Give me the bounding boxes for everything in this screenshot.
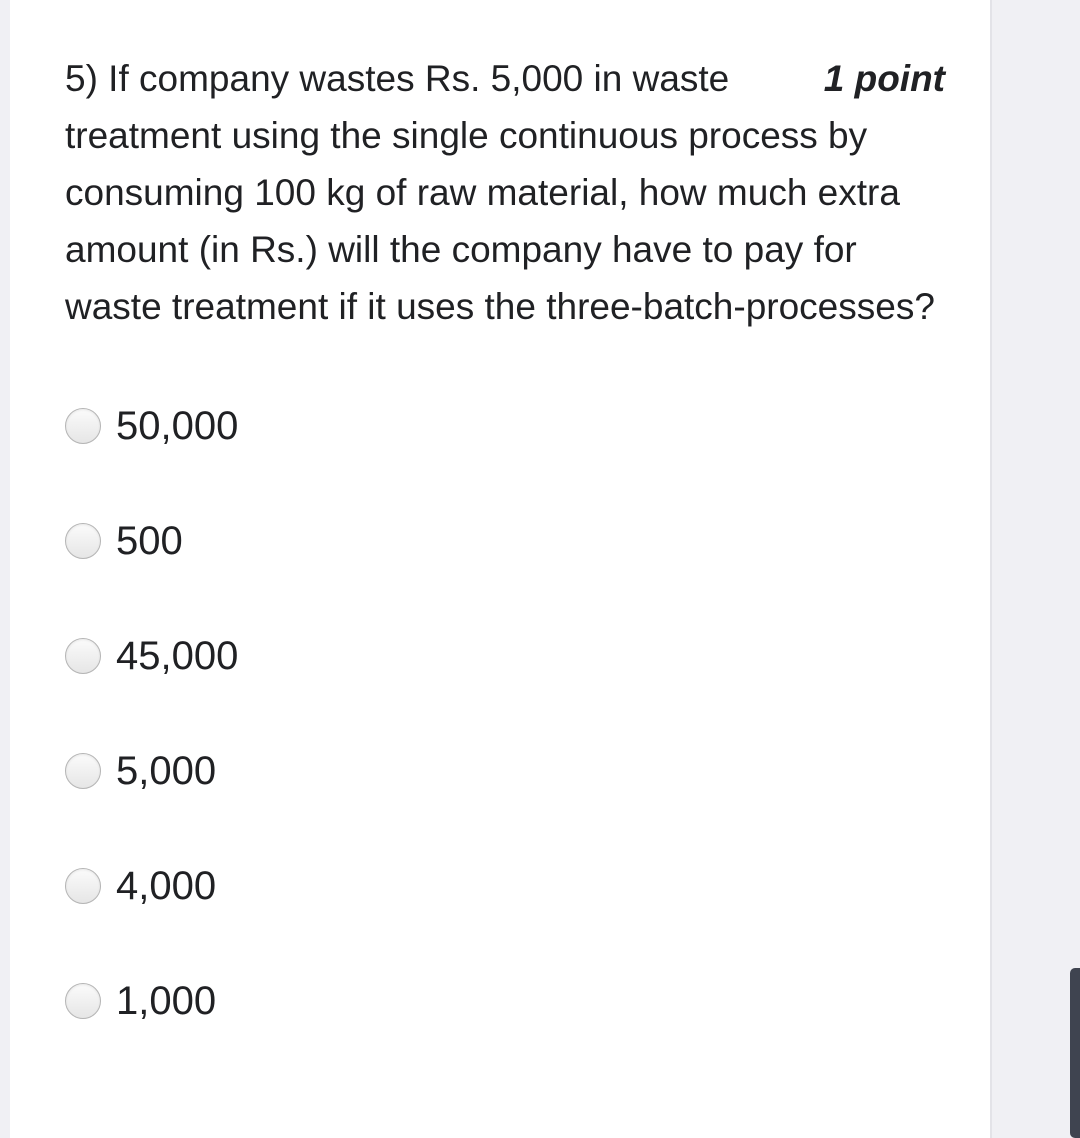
- radio-button[interactable]: [65, 638, 101, 674]
- option-item[interactable]: [65, 855, 945, 917]
- question-block: [65, 50, 945, 335]
- option-label: 500: [116, 518, 183, 563]
- radio-button[interactable]: [65, 983, 101, 1019]
- option-label: 4,000: [116, 863, 217, 908]
- option-item[interactable]: [65, 510, 945, 572]
- option-item[interactable]: [65, 395, 945, 457]
- option-label: 1,000: [116, 978, 217, 1023]
- radio-button[interactable]: [65, 868, 101, 904]
- option-item[interactable]: [65, 970, 945, 1032]
- points-label: 1 point: [823, 58, 945, 99]
- radio-button[interactable]: [65, 523, 101, 559]
- radio-button[interactable]: [65, 753, 101, 789]
- option-label: 50,000: [116, 403, 239, 448]
- option-label: 45,000: [116, 633, 239, 678]
- option-item[interactable]: [65, 740, 945, 802]
- scrollbar-thumb[interactable]: [1070, 968, 1080, 1138]
- option-label: 5,000: [116, 748, 217, 793]
- question-text: 5) If company wastes Rs. 5,000 in waste treatment using the single continuous process by consuming 100 kg of raw material, how much extra amount (in Rs.) will the company have to pay for waste treatment if it uses the three-batch-processes?: [65, 58, 935, 327]
- options-list: [65, 395, 945, 1085]
- option-item[interactable]: [65, 625, 945, 687]
- radio-button[interactable]: [65, 408, 101, 444]
- question-card: [10, 0, 992, 1138]
